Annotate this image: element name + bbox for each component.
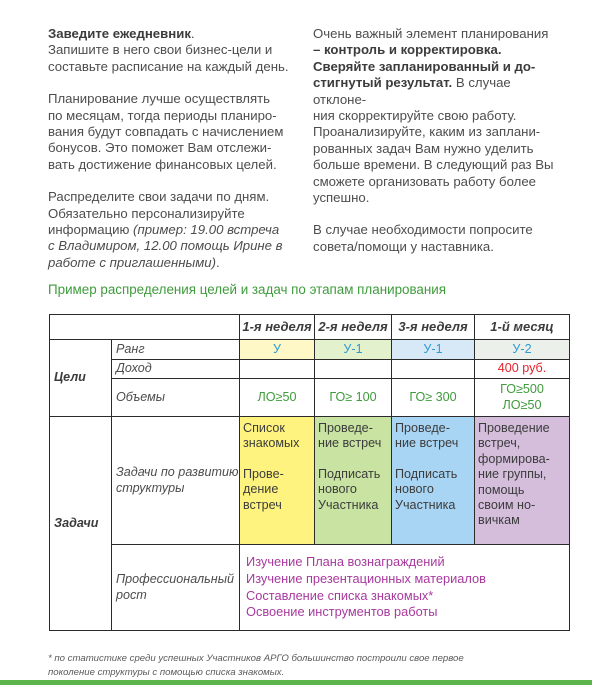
task-line: Участника: [395, 497, 456, 512]
rank-week-3: У-1: [392, 340, 475, 360]
rank-month: У-2: [475, 340, 570, 360]
text-line: В случае необходимости попросите: [313, 222, 533, 238]
task-line: своим но-: [478, 498, 536, 513]
task-line: помощь: [478, 482, 525, 497]
text-line: Проанализируйте, каким из заплани-: [313, 124, 541, 140]
tasks-week-1: [240, 417, 315, 545]
goals-label: Цели: [50, 340, 112, 417]
list-item: Освоение инструментов работы: [246, 604, 438, 620]
right-column: [313, 26, 563, 271]
task-line: Участника: [318, 497, 379, 512]
task-line: Проведе-: [395, 421, 450, 435]
text-line: Обязательно персонализируйте: [48, 205, 245, 221]
task-line: Проведе-: [318, 421, 373, 435]
professional-list: [240, 545, 570, 631]
income-week-2: [315, 360, 392, 379]
dot: .: [215, 254, 220, 270]
paragraph-diary: [48, 26, 298, 75]
label-line: структуры: [116, 480, 185, 495]
task-line: вичкам: [478, 513, 520, 528]
empty-header-cell: [50, 315, 240, 340]
text-line: успешно.: [313, 190, 370, 206]
task-line: ние встреч: [395, 436, 459, 451]
header-row: [50, 315, 570, 340]
label-line: Задачи по развитию: [116, 464, 239, 479]
text-line: вать достижение финансовых целей.: [48, 156, 277, 172]
income-label: Доход: [112, 360, 240, 379]
tasks-month: [475, 417, 570, 545]
task-line: встреч: [243, 497, 282, 512]
paragraph-mentor: [313, 222, 563, 255]
task-line: Подписать: [395, 466, 458, 481]
paragraph-control: [313, 26, 563, 206]
task-line: Подписать: [318, 466, 381, 481]
rank-row: [50, 340, 570, 360]
text-line: совета/помощи у наставника.: [313, 238, 494, 254]
structure-row: [50, 417, 570, 545]
professional-label: [112, 545, 240, 631]
dot: .: [190, 26, 195, 41]
label-line: Профессиональный: [116, 571, 234, 586]
text-line: Планирование лучше осуществлять: [48, 91, 271, 107]
task-line: Список: [243, 421, 285, 435]
income-week-3: [392, 360, 475, 379]
tasks-week-3: [392, 417, 475, 545]
header-week-1: 1-я неделя: [240, 315, 315, 340]
footnote-line: * по статистике среди успешных Участников АРГО большинство построили свое первое: [48, 653, 464, 664]
volumes-week-3: ГО≥ 300: [392, 379, 475, 417]
text-line: составьте расписание на каждый день.: [48, 58, 289, 74]
task-line: ние встреч: [318, 436, 382, 451]
paragraph-planning: [48, 91, 298, 173]
task-line: нового: [395, 482, 434, 497]
income-month: 400 руб.: [475, 360, 570, 379]
task-line: Прове-: [243, 466, 284, 481]
volumes-week-2: ГО≥ 100: [315, 379, 392, 417]
example-text: с Владимиром, 12.00 помощь Ирине в: [48, 238, 283, 254]
text-line: В случае отклоне-: [313, 75, 511, 107]
bold-text: стигнутый результат.: [313, 75, 453, 91]
income-week-1: [240, 360, 315, 379]
text-line: ния скорректируйте свою работу.: [313, 108, 517, 124]
header-week-3: 3-я неделя: [392, 315, 475, 340]
diary-heading: Заведите ежедневник: [48, 26, 191, 41]
left-column: [48, 26, 298, 287]
task-line: встреч,: [478, 436, 521, 451]
text-line: бонусов. Это поможет Вам отслежи-: [48, 140, 272, 156]
volume-value: ГО≥500: [500, 381, 544, 396]
paragraph-tasks: [48, 189, 298, 271]
header-week-2: 2-я неделя: [315, 315, 392, 340]
label-line: рост: [116, 587, 147, 602]
task-line: нового: [318, 482, 357, 497]
text-line: Распределите свои задачи по дням.: [48, 189, 270, 205]
bold-text: – контроль и корректировка.: [313, 42, 502, 58]
text-line: больше времени. В следующий раз Вы: [313, 157, 554, 173]
rank-week-1: У: [240, 340, 315, 360]
section-title: Пример распределения целей и задач по этапам планирования: [48, 282, 446, 297]
task-line: знакомых: [243, 436, 300, 451]
task-line: Проведение: [478, 421, 550, 435]
list-item: Изучение Плана вознаграждений: [246, 554, 445, 570]
rank-label: Ранг: [112, 340, 240, 360]
planning-table: [49, 314, 570, 631]
footnote-line: поколение структуры с помощью списка знакомых.: [48, 667, 285, 678]
text-line: по месяцам, тогда периоды планиро-: [48, 107, 277, 123]
bold-text: Сверяйте запланированный и до-: [313, 58, 536, 74]
text-line: Очень важный элемент планирования: [313, 26, 549, 41]
example-text: (пример: 19.00 встреча: [133, 222, 280, 238]
list-item: Составление списка знакомых*: [246, 587, 434, 603]
text-line: информацию: [48, 222, 134, 238]
tasks-label: Задачи: [50, 417, 112, 631]
tasks-week-2: [315, 417, 392, 545]
income-row: [50, 360, 570, 379]
text-line: вания будут совпадать с начислением: [48, 124, 284, 140]
rank-week-2: У-1: [315, 340, 392, 360]
task-line: формирова-: [478, 451, 550, 466]
text-line: Запишите в него свои бизнес-цели и: [48, 42, 273, 58]
task-line: ние группы,: [478, 467, 547, 482]
example-text: работе с приглашенными): [48, 254, 216, 270]
structure-label: [112, 417, 240, 545]
volumes-label: Объемы: [112, 379, 240, 417]
list-item: Изучение презентационных материалов: [246, 570, 486, 586]
text-line: сможете организовать работу более: [313, 173, 537, 189]
volumes-week-1: ЛО≥50: [240, 379, 315, 417]
volume-value: ЛО≥50: [502, 397, 542, 412]
header-month-1: 1-й месяц: [475, 315, 570, 340]
bottom-accent-bar: [0, 680, 592, 685]
volumes-row: [50, 379, 570, 417]
text-line: рованных задач Вам нужно уделить: [313, 140, 534, 156]
professional-row: [50, 545, 570, 631]
footnote: [48, 652, 568, 680]
task-line: дение: [243, 482, 279, 497]
volumes-month: [475, 379, 570, 417]
